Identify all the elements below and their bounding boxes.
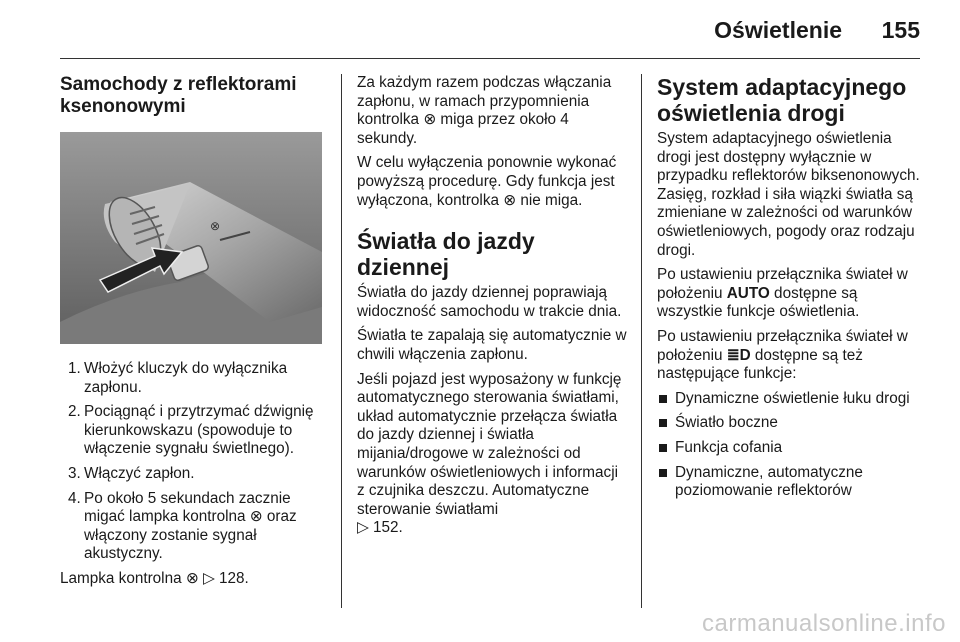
procedure-steps: [60, 360, 330, 564]
column-divider: [641, 74, 642, 608]
paragraph: W celu wyłączenia ponownie wykonać powyższą procedurę. Gdy funkcja jest wyłączona, kontrolka ⊗ nie miga.: [357, 154, 617, 209]
high-beam-icon: ≣D: [726, 346, 751, 364]
paragraph: Światła do jazdy dziennej poprawiają widoczność samochodu w trakcie dnia.: [357, 284, 622, 320]
bullet-icon: [659, 444, 667, 452]
paragraph: Po ustawieniu przełącznika świateł w położeniu ≣D dostępne są też następujące funkcje:: [657, 327, 908, 383]
headlamp-range-warning-icon: ⊗: [249, 508, 263, 526]
section-heading-daytime-lights: Światła do jazdy dziennej: [357, 228, 535, 281]
auto-position-label: AUTO: [726, 284, 770, 302]
turn-signal-lever-illustration: [60, 132, 322, 344]
header-rule: [60, 58, 920, 59]
column-1: [60, 74, 330, 595]
see-page-arrow-icon: ▷: [202, 569, 215, 587]
paragraph: Za każdym razem podczas włączania zapłonu, w ramach przypomnienia kontrolka ⊗ miga przez około 4 sekundy.: [357, 74, 612, 147]
watermark: carmanualsonline.info: [702, 610, 946, 637]
list-item: 3. Włączyć zapłon.: [68, 464, 195, 482]
page-number: 155: [881, 17, 920, 43]
list-item: Dynamiczne oświetlenie łuku drogi: [657, 390, 925, 409]
paragraph: Po ustawieniu przełącznika świateł w położeniu AUTO dostępne są wszystkie funkcje oświetlenia.: [657, 266, 908, 321]
page-header: [0, 0, 960, 60]
list-item: Funkcja cofania: [657, 439, 925, 458]
column-3: [657, 74, 925, 507]
headlamp-range-warning-icon: ⊗: [423, 111, 437, 129]
bullet-icon: [659, 469, 667, 477]
paragraph: Światła te zapalają się automatycznie w chwili włączenia zapłonu.: [357, 327, 627, 363]
section-heading-adaptive-lighting: System adaptacyjnego oświetlenia drogi: [657, 74, 907, 126]
list-item: 1. Włożyć kluczyk do wyłącznika zapłonu.: [68, 360, 288, 396]
section-heading-xenon: Samochody z reflektorami ksenonowymi: [60, 74, 297, 117]
feature-list: [657, 390, 925, 501]
column-2: [357, 74, 627, 544]
see-page-arrow-icon: ▷: [357, 519, 369, 537]
bullet-icon: [659, 419, 667, 427]
bullet-icon: [659, 395, 667, 403]
svg-text:⊗: ⊗: [210, 219, 221, 233]
list-item: Światło boczne: [657, 414, 925, 433]
paragraph: Jeśli pojazd jest wyposażony w funkcję automatycznego sterowania światłami, układ automatycznie przełącza światła do jazdy dziennej i światła mijania/drogowe w zależności od warunków oświetleniowych i informacji z czujnika deszczu. Automatyczne sterowanie światłami ▷ 152.: [357, 370, 622, 537]
list-item: Dynamiczne, automatyczne poziomowanie reflektorów: [657, 464, 925, 501]
lamp-reference: Lampka kontrolna ⊗ ▷ 128.: [60, 569, 249, 587]
headlamp-range-warning-icon: ⊗: [185, 569, 199, 587]
column-divider: [341, 74, 342, 608]
headlamp-range-warning-icon: ⊗: [503, 191, 517, 209]
header-title: Oświetlenie: [714, 17, 842, 43]
list-item: 2. Pociągnąć i przytrzymać dźwignię kierunkowskazu (spowoduje to włączenie sygnału świetlnego).: [68, 403, 314, 458]
paragraph: System adaptacyjnego oświetlenia drogi jest dostępny wyłącznie w przypadku reflektorów biksenonowych. Zasięg, rozkład i siła wiązki światła są zmieniane w zależności od warunków oświetleniowych, pogody oraz rodzaju drogi.: [657, 130, 920, 259]
list-item: 4. Po około 5 sekundach zacznie migać lampka kontrolna ⊗ oraz włączony zostanie sygnał akustyczny.: [68, 489, 297, 563]
